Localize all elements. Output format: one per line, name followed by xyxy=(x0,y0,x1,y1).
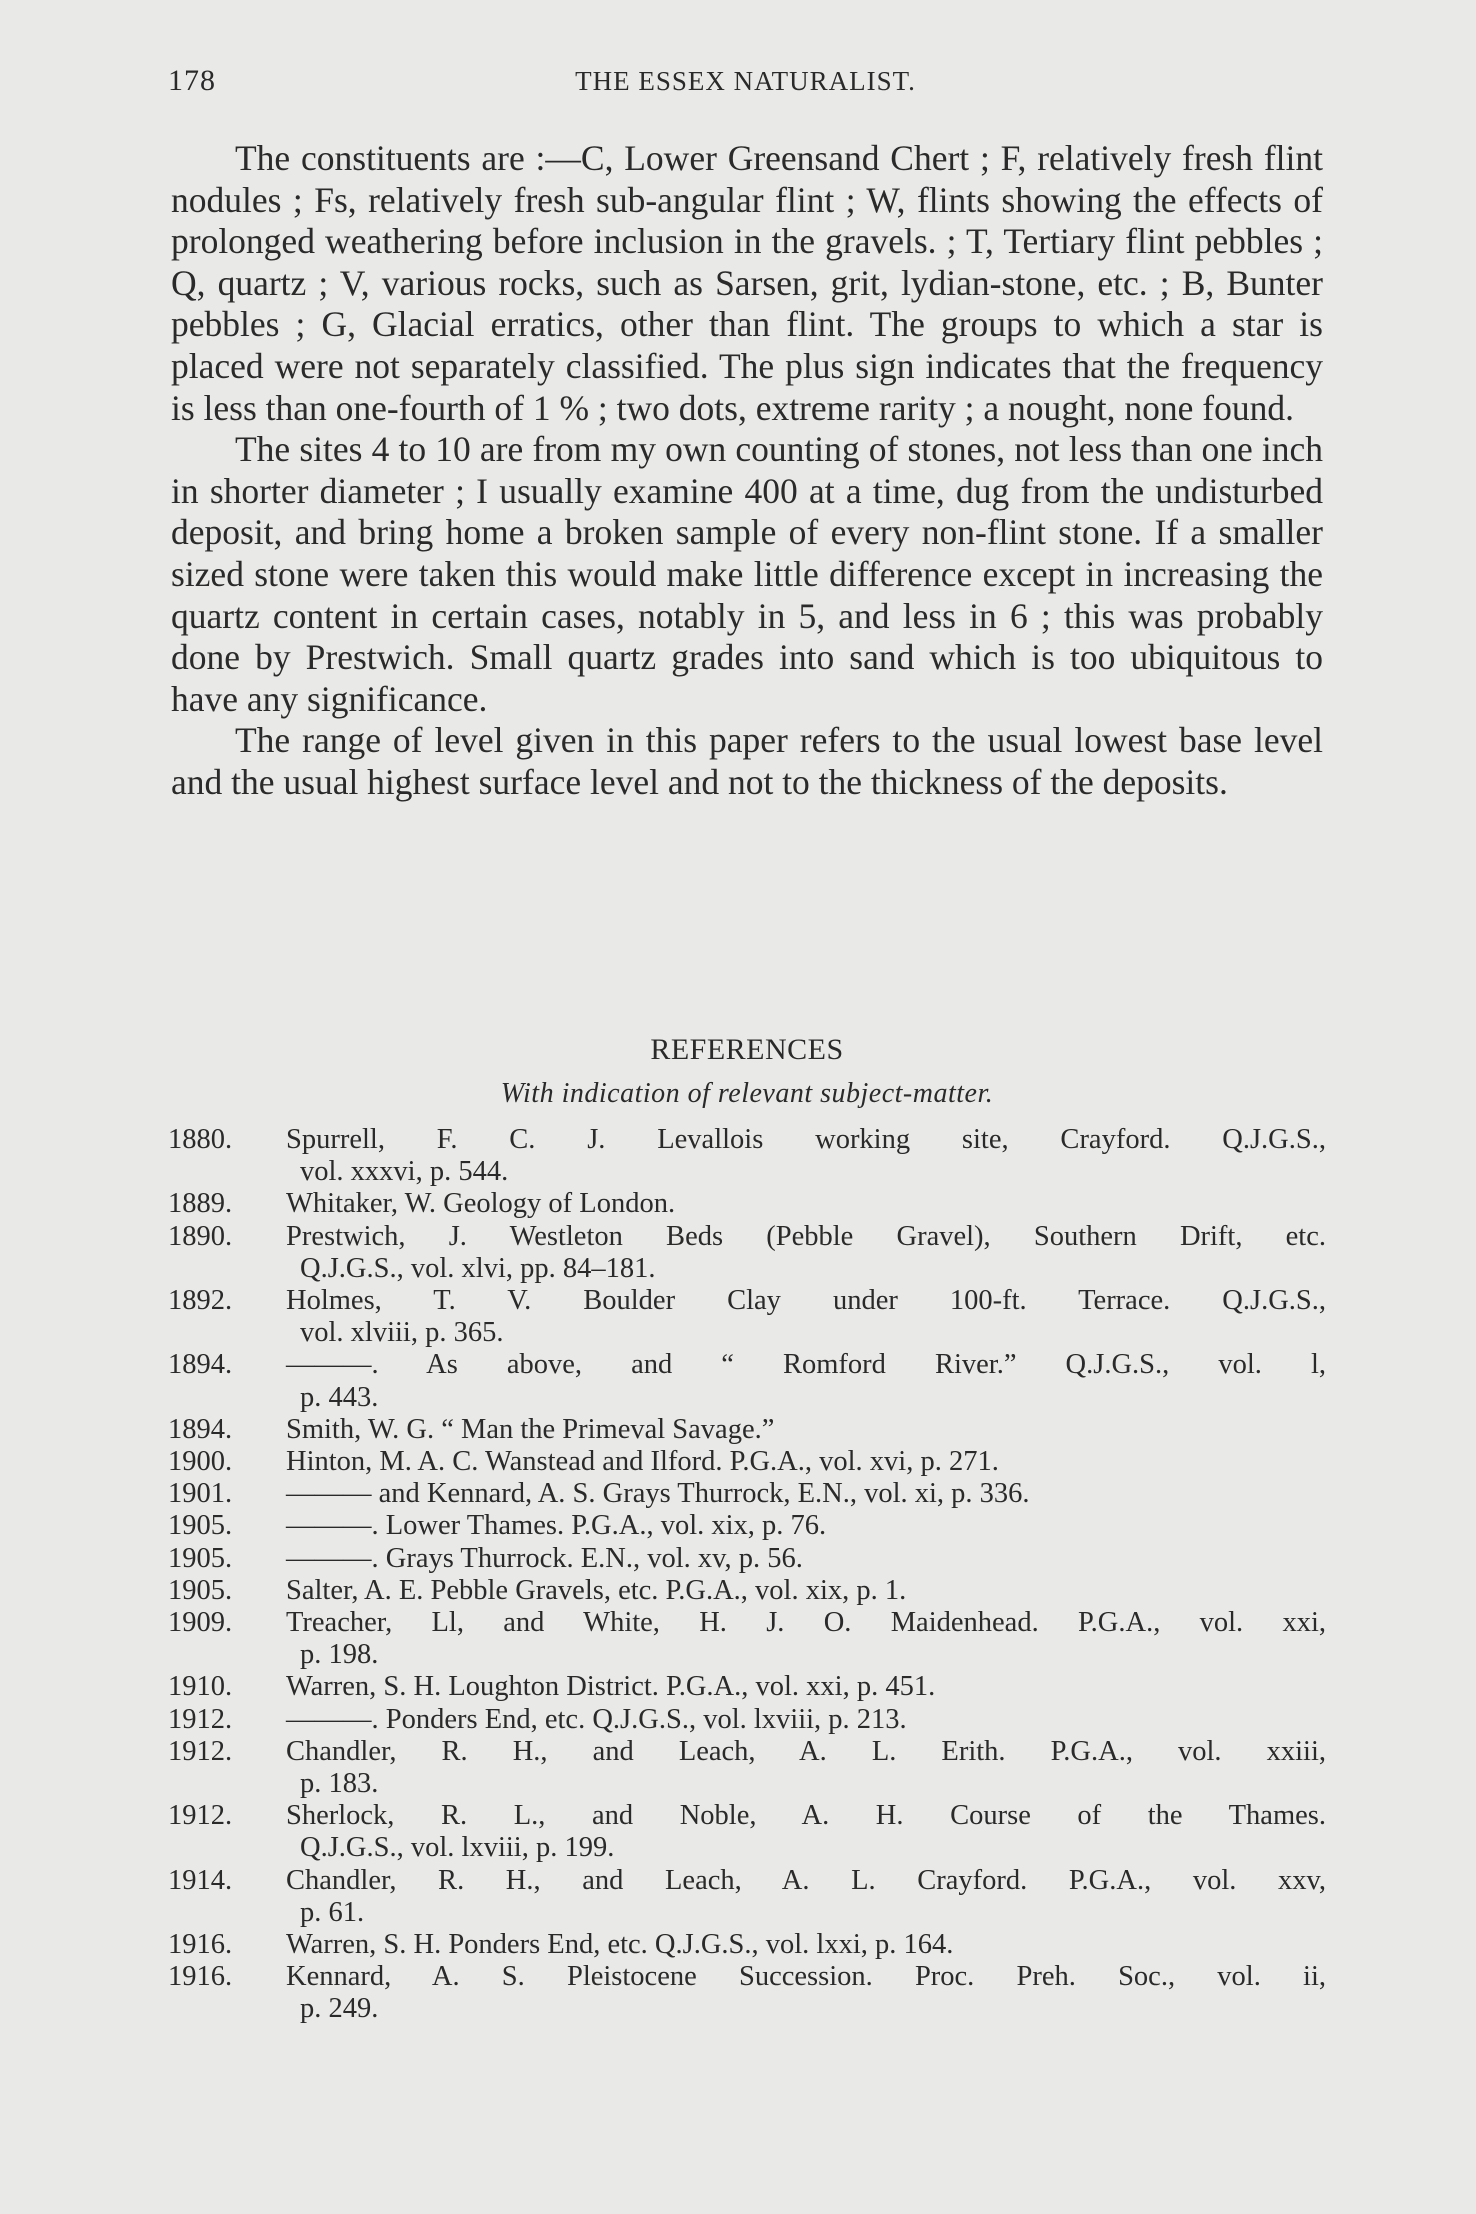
reference-line: Sherlock, R. L., and Noble, A. H. Course of the Thames. xyxy=(286,1800,1326,1832)
reference-text xyxy=(286,1414,1326,1446)
reference-entry xyxy=(168,1800,1326,1864)
reference-text xyxy=(286,1446,1326,1478)
reference-entry xyxy=(168,1510,1326,1542)
reference-line: Q.J.G.S., vol. xlvi, pp. 84–181. xyxy=(300,1252,656,1284)
page-header xyxy=(168,64,1323,104)
reference-year: 1889. xyxy=(168,1188,233,1220)
reference-text xyxy=(286,1671,1326,1703)
reference-line: Whitaker, W. Geology of London. xyxy=(286,1188,676,1220)
reference-line: Holmes, T. V. Boulder Clay under 100-ft. Terrace. Q.J.G.S., xyxy=(286,1285,1326,1317)
reference-year: 1901. xyxy=(168,1478,233,1510)
reference-text xyxy=(286,1961,1326,2025)
reference-line: p. 61. xyxy=(300,1896,365,1928)
reference-year: 1905. xyxy=(168,1510,233,1542)
reference-line: ———. As above, and “ Romford River.” Q.J.G.S., vol. l, xyxy=(286,1349,1326,1381)
reference-entry xyxy=(168,1575,1326,1607)
reference-line: Warren, S. H. Loughton District. P.G.A., vol. xxi, p. 451. xyxy=(286,1671,936,1703)
references-heading: REFERENCES xyxy=(650,1033,844,1066)
reference-entry xyxy=(168,1446,1326,1478)
reference-year: 1900. xyxy=(168,1446,233,1478)
reference-text xyxy=(286,1285,1326,1349)
reference-line: Kennard, A. S. Pleistocene Succession. Proc. Preh. Soc., vol. ii, xyxy=(286,1961,1326,1993)
reference-entry xyxy=(168,1478,1326,1510)
reference-entry xyxy=(168,1285,1326,1349)
reference-line: Smith, W. G. “ Man the Primeval Savage.” xyxy=(286,1413,775,1445)
reference-year: 1910. xyxy=(168,1671,233,1703)
reference-text xyxy=(286,1865,1326,1929)
reference-year: 1894. xyxy=(168,1349,233,1381)
reference-year: 1894. xyxy=(168,1413,233,1445)
reference-text xyxy=(286,1929,1326,1961)
reference-line: Treacher, Ll, and White, H. J. O. Maidenhead. P.G.A., vol. xxi, xyxy=(286,1607,1326,1639)
reference-text xyxy=(286,1543,1326,1575)
reference-year: 1912. xyxy=(168,1800,233,1832)
reference-line: Chandler, R. H., and Leach, A. L. Crayford. P.G.A., vol. xxv, xyxy=(286,1864,1326,1896)
reference-line: Warren, S. H. Ponders End, etc. Q.J.G.S., vol. lxxi, p. 164. xyxy=(286,1929,954,1961)
reference-line: ———. Lower Thames. P.G.A., vol. xix, p. 76. xyxy=(286,1510,827,1542)
reference-text xyxy=(286,1607,1326,1671)
reference-entry xyxy=(168,1543,1326,1575)
reference-entry xyxy=(168,1671,1326,1703)
reference-text xyxy=(286,1800,1326,1864)
reference-entry xyxy=(168,1414,1326,1446)
reference-year: 1890. xyxy=(168,1220,233,1252)
reference-line: vol. xlviii, p. 365. xyxy=(300,1317,504,1349)
reference-line: Spurrell, F. C. J. Levallois working site, Crayford. Q.J.G.S., xyxy=(286,1124,1326,1155)
reference-year: 1905. xyxy=(168,1542,233,1574)
reference-line: p. 198. xyxy=(300,1639,379,1671)
reference-line: Salter, A. E. Pebble Gravels, etc. P.G.A., vol. xix, p. 1. xyxy=(286,1574,907,1606)
paragraph: The constituents are :—C, Lower Greensand Chert ; F, relatively fresh flint nodules ; Fs, relatively fresh sub-angular flint ; W, flints showing the effects of prolonged weathering before inclusion in the gravels. ; T, Tertiary flint pebbles ; Q, quartz ; V, various rocks, such as Sarsen, grit, lydian-stone, etc. ; B, Bunter pebbles ; G, Glacial erratics, other than flint. The groups to which a star is placed were not separately classified. The plus sign indicates that the frequency is less than one-fourth of 1 % ; two dots, extreme rarity ; a nought, none found. xyxy=(171,138,1323,428)
reference-text xyxy=(286,1510,1326,1542)
reference-entry xyxy=(168,1929,1326,1961)
reference-year: 1892. xyxy=(168,1285,233,1317)
reference-line: ———. Ponders End, etc. Q.J.G.S., vol. lxviii, p. 213. xyxy=(286,1703,907,1735)
reference-text xyxy=(286,1188,1326,1220)
reference-text xyxy=(286,1349,1326,1413)
reference-year: 1905. xyxy=(168,1574,233,1606)
reference-entry xyxy=(168,1607,1326,1671)
reference-line: Chandler, R. H., and Leach, A. L. Erith. P.G.A., vol. xxiii, xyxy=(286,1735,1326,1767)
reference-text xyxy=(286,1736,1326,1800)
reference-line: p. 249. xyxy=(300,1993,379,2025)
reference-year: 1880. xyxy=(168,1124,233,1155)
reference-year: 1916. xyxy=(168,1961,233,1993)
reference-year: 1909. xyxy=(168,1607,233,1639)
page-number: 178 xyxy=(168,64,216,97)
reference-text xyxy=(286,1221,1326,1285)
reference-line: ———. Grays Thurrock. E.N., vol. xv, p. 56. xyxy=(286,1542,803,1574)
reference-line: p. 183. xyxy=(300,1768,379,1800)
reference-entry xyxy=(168,1349,1326,1413)
reference-entry xyxy=(168,1704,1326,1736)
reference-entry xyxy=(168,1124,1326,1188)
paragraph: The sites 4 to 10 are from my own counting of stones, not less than one inch in shorter diameter ; I usually examine 400 at a time, dug from the undisturbed deposit, and bring home a broken sample of every non-flint stone. If a smaller sized stone were taken this would make little difference except in increasing the quartz content in certain cases, notably in 5, and less in 6 ; this was probably done by Prestwich. Small quartz grades into sand which is too ubiquitous to have any significance. xyxy=(171,429,1323,719)
reference-line: Q.J.G.S., vol. lxviii, p. 199. xyxy=(300,1832,615,1864)
paragraph: The range of level given in this paper refers to the usual lowest base level and the usual highest surface level and not to the thickness of the deposits. xyxy=(171,720,1323,802)
reference-text xyxy=(286,1124,1326,1188)
reference-line: Prestwich, J. Westleton Beds (Pebble Gravel), Southern Drift, etc. xyxy=(286,1220,1326,1252)
reference-line: Hinton, M. A. C. Wanstead and Ilford. P.G.A., vol. xvi, p. 271. xyxy=(286,1446,999,1478)
references-subheading: With indication of relevant subject-matter. xyxy=(500,1078,994,1109)
reference-entry xyxy=(168,1736,1326,1800)
reference-text xyxy=(286,1478,1326,1510)
reference-line: ——— and Kennard, A. S. Grays Thurrock, E.N., vol. xi, p. 336. xyxy=(286,1478,1030,1510)
reference-entry xyxy=(168,1221,1326,1285)
reference-entry xyxy=(168,1865,1326,1929)
reference-year: 1912. xyxy=(168,1703,233,1735)
reference-year: 1912. xyxy=(168,1735,233,1767)
running-head: THE ESSEX NATURALIST. xyxy=(575,66,916,96)
reference-line: p. 443. xyxy=(300,1381,379,1413)
reference-year: 1916. xyxy=(168,1929,233,1961)
references-list xyxy=(168,1124,1326,2026)
reference-text xyxy=(286,1575,1326,1607)
reference-year: 1914. xyxy=(168,1864,233,1896)
reference-entry xyxy=(168,1188,1326,1220)
reference-line: vol. xxxvi, p. 544. xyxy=(300,1156,509,1188)
body-text xyxy=(171,138,1323,804)
reference-entry xyxy=(168,1961,1326,2025)
reference-text xyxy=(286,1704,1326,1736)
